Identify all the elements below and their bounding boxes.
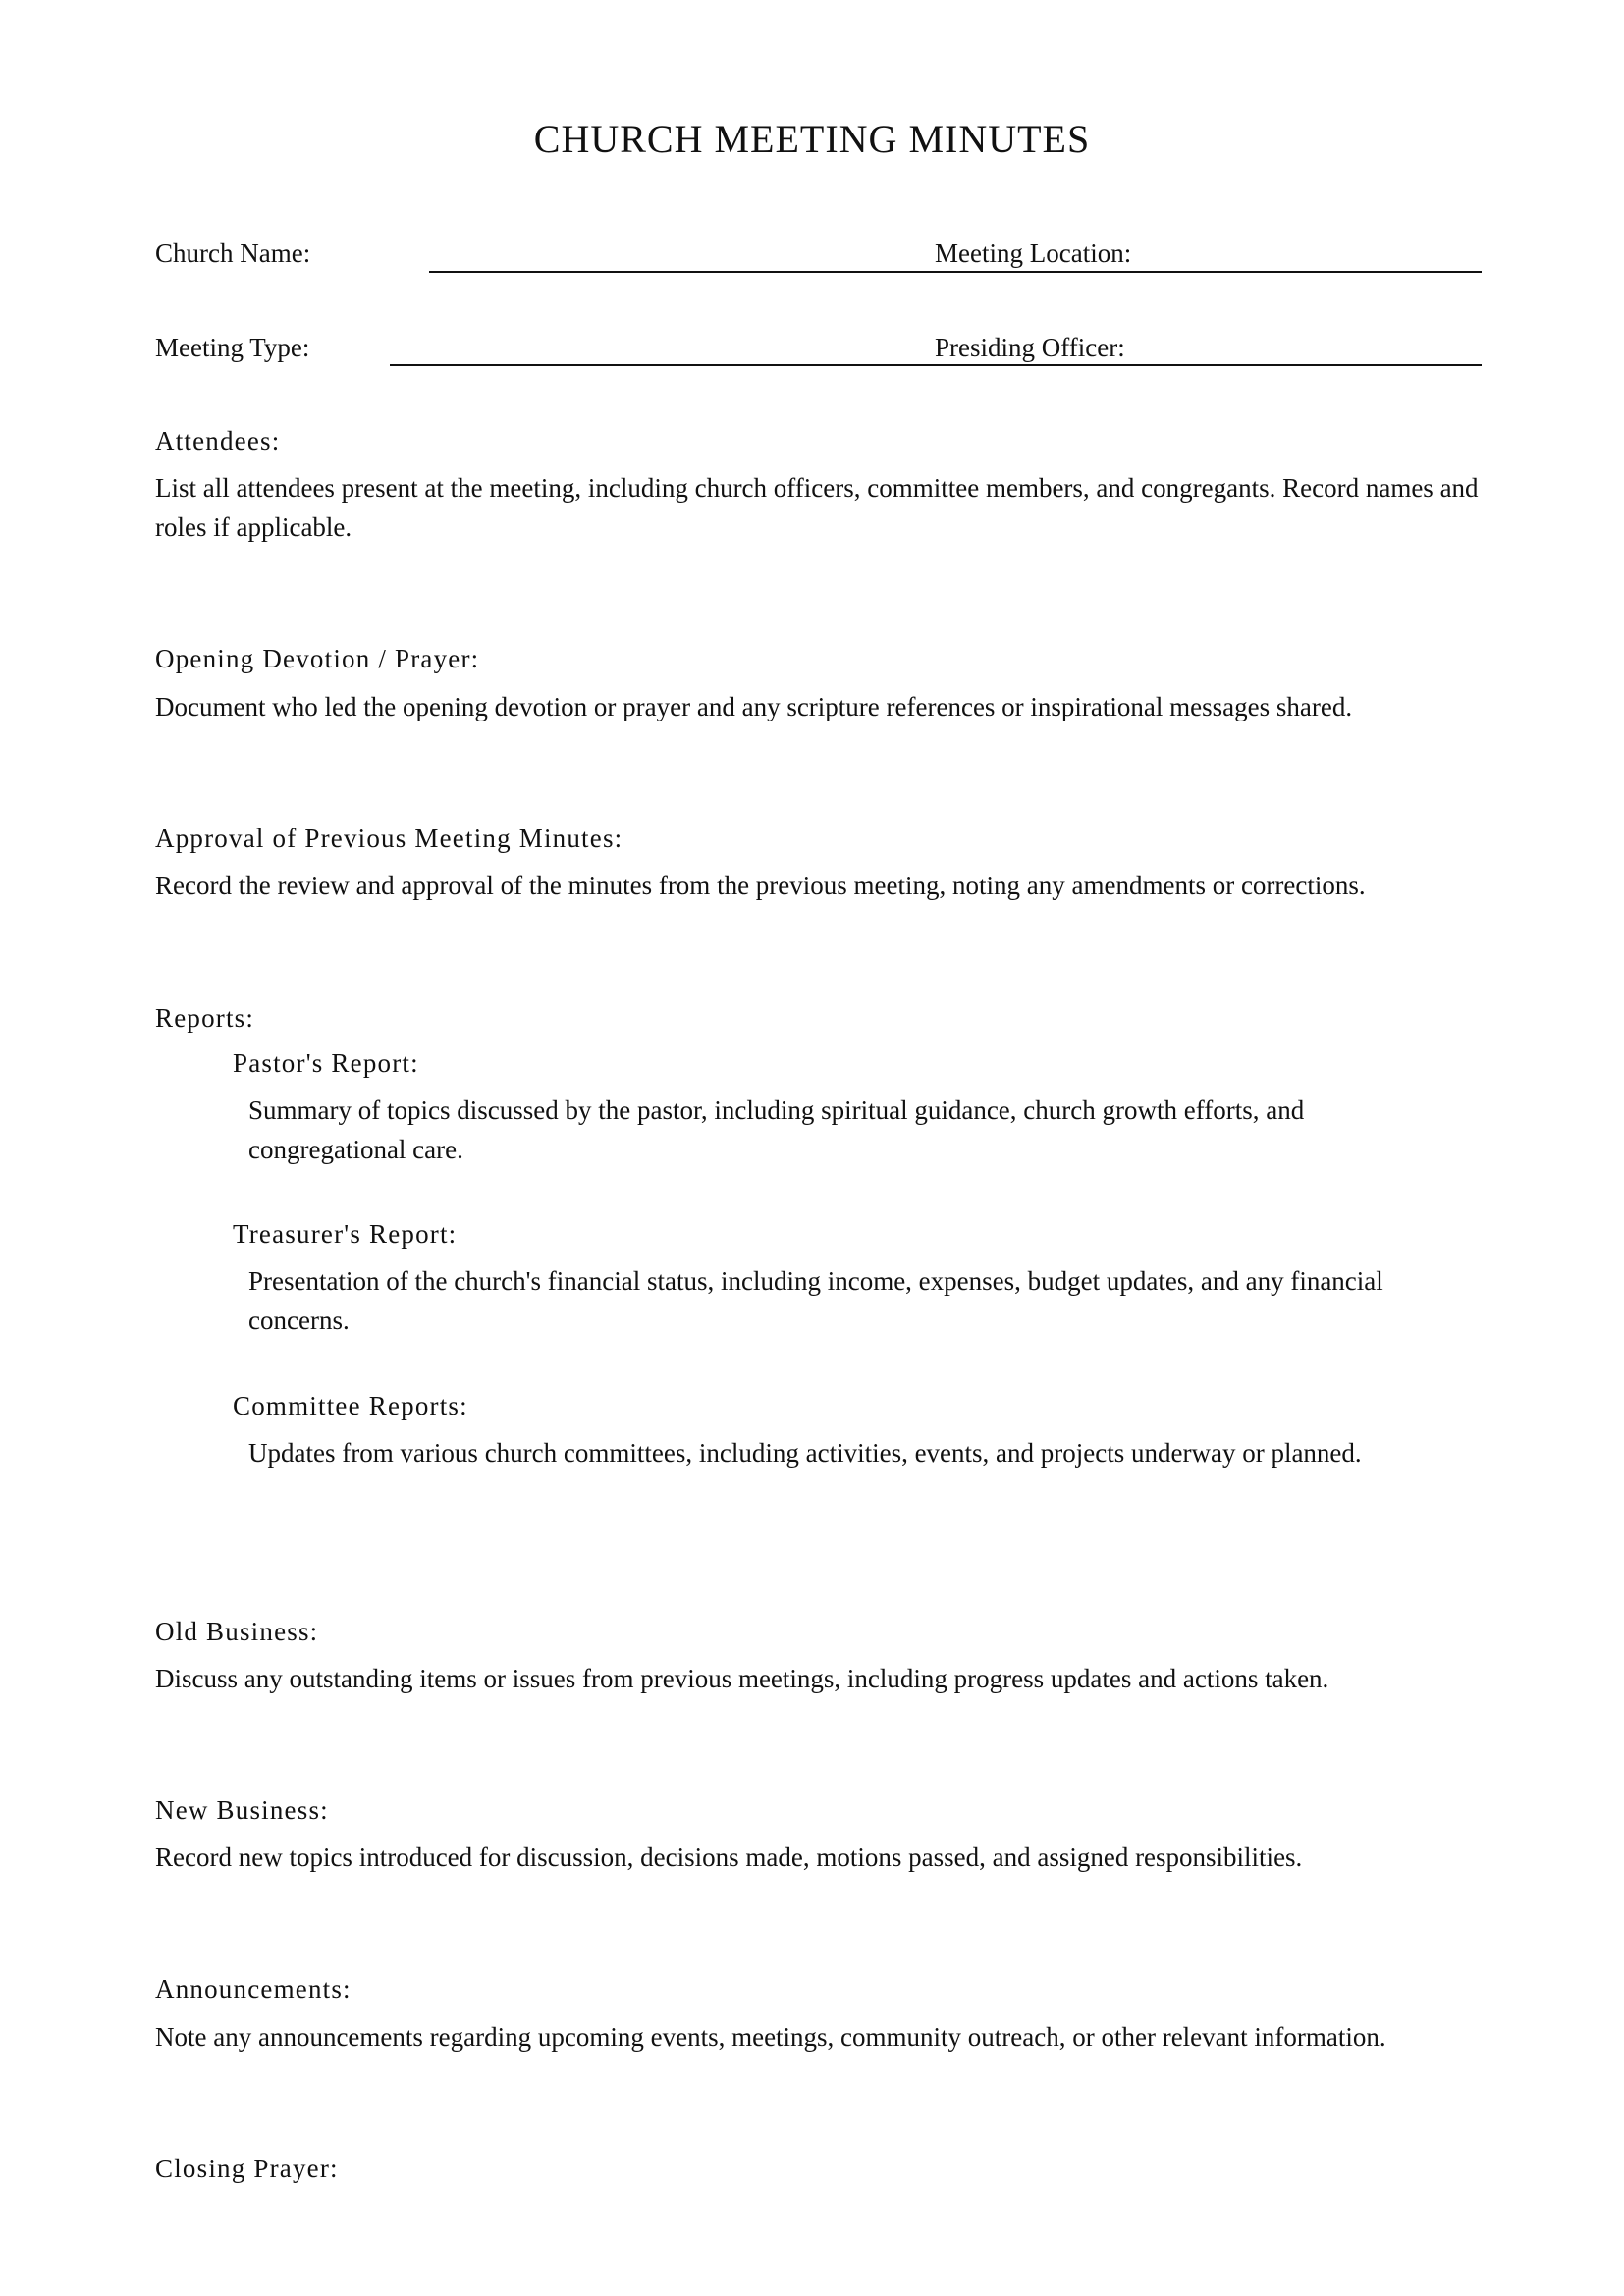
meeting-type-field[interactable]	[390, 364, 1482, 366]
approval-minutes-heading: Approval of Previous Meeting Minutes:	[155, 824, 623, 853]
presiding-officer-label: Presiding Officer:	[935, 333, 1125, 362]
page-title: CHURCH MEETING MINUTES	[533, 117, 1091, 161]
announcements-heading: Announcements:	[155, 1974, 352, 2003]
committee-reports-description: Updates from various church committees, including activities, events, and projects underway or planned.	[248, 1438, 1362, 1468]
old-business-heading: Old Business:	[155, 1617, 319, 1646]
attendees-heading: Attendees:	[155, 426, 281, 455]
closing-prayer-heading: Closing Prayer:	[155, 2154, 339, 2183]
church-name-label: Church Name:	[155, 239, 311, 268]
opening-devotion-description: Document who led the opening devotion or prayer and any scripture references or inspirational messages shared.	[155, 692, 1353, 721]
church-name-field[interactable]	[429, 271, 1482, 273]
new-business-description: Record new topics introduced for discussion, decisions made, motions passed, and assigned responsibilities.	[155, 1842, 1303, 1872]
meeting-location-label: Meeting Location:	[935, 239, 1132, 268]
pastor-report-description: Summary of topics discussed by the pastor, including spiritual guidance, church growth efforts, and congregational care.	[248, 1095, 1305, 1164]
new-business-heading: New Business:	[155, 1795, 329, 1825]
opening-devotion-heading: Opening Devotion / Prayer:	[155, 644, 480, 673]
old-business-description: Discuss any outstanding items or issues from previous meetings, including progress updates and actions taken.	[155, 1664, 1329, 1693]
reports-heading: Reports:	[155, 1003, 255, 1033]
approval-minutes-description: Record the review and approval of the minutes from the previous meeting, noting any amendments or corrections.	[155, 871, 1366, 900]
treasurer-report-description: Presentation of the church's financial status, including income, expenses, budget updates, and any financial concerns.	[248, 1266, 1383, 1335]
pastor-report-heading: Pastor's Report:	[233, 1048, 419, 1078]
announcements-description: Note any announcements regarding upcoming events, meetings, community outreach, or other relevant information.	[155, 2022, 1386, 2052]
meeting-type-label: Meeting Type:	[155, 333, 310, 362]
committee-reports-heading: Committee Reports:	[233, 1391, 468, 1420]
treasurer-report-heading: Treasurer's Report:	[233, 1219, 458, 1249]
attendees-description: List all attendees present at the meeting, including church officers, committee members, and congregants. Record names and roles if applicable.	[155, 473, 1479, 542]
